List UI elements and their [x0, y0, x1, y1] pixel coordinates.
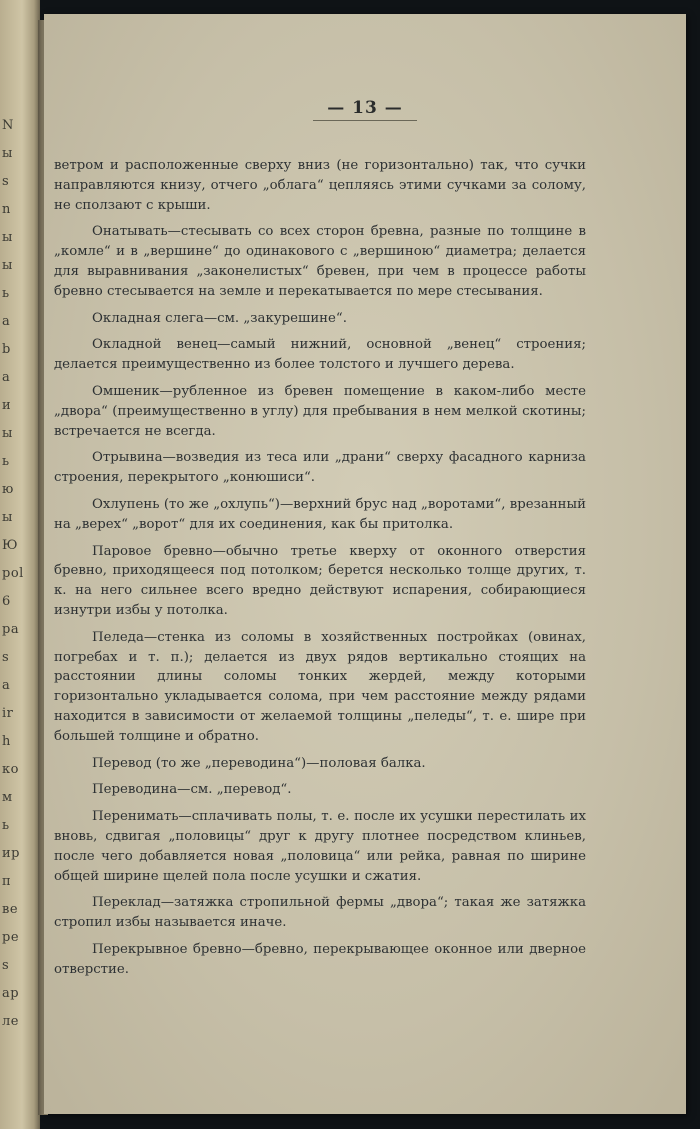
previous-page-fragment: ре [2, 930, 20, 945]
paragraph: Охлупень (то же „охлупь“)—верхний брус над „воротами“, врезанный на „верех“ „ворот“ для их соединения, как бы притолка. [54, 496, 586, 532]
previous-page-fragment: ir [2, 706, 14, 721]
page-number-text: — 13 — [327, 98, 403, 118]
page-number [44, 98, 686, 121]
previous-page-edge [0, 0, 40, 1129]
previous-page-fragment: s [2, 958, 10, 973]
previous-page-fragment: ы [2, 426, 13, 441]
previous-page-fragment: роl [2, 566, 24, 581]
previous-page-fragment: s [2, 650, 10, 665]
previous-page-fragment: ь [2, 286, 10, 301]
previous-page-fragment: 6 [2, 594, 11, 609]
previous-page-fragment: s [2, 174, 10, 189]
previous-page-fragment: a [2, 370, 11, 385]
paragraph: Перевод (то же „переводина“)—половая балка. [92, 755, 426, 771]
paragraph: Окладной венец—самый нижний, основной „венец“ строения; делается преимущественно из более толстого и лучшего дерева. [54, 337, 586, 373]
previous-page-fragment: ар [2, 986, 20, 1001]
previous-page-fragment: п [2, 874, 12, 889]
previous-page-fragment: а [2, 678, 11, 693]
previous-page-fragment: ю [2, 482, 14, 497]
previous-page-fragment: ы [2, 230, 13, 245]
paragraph: ветром и расположенные сверху вниз (не горизонтально) так, что сучки направляются книзу, отчего „облага“ цепляясь этими сучками за солому, не сползают с крыши. [54, 158, 586, 213]
previous-page-fragment: h [2, 734, 11, 749]
previous-page-fragment: ле [2, 1014, 19, 1029]
previous-page-fragment: a [2, 314, 11, 329]
paragraph: Переводина—см. „перевод“. [92, 782, 292, 798]
paragraph: Перекрывное бревно—бревно, перекрывающее оконное или дверное отверстие. [54, 941, 586, 977]
paragraph: Омшеник—рубленное из бревен помещение в каком-либо месте „двора“ (преимущественно в углу) для пребывания в нем мелкой скотины; встречается не всегда. [54, 383, 586, 439]
book-page [44, 14, 686, 1114]
previous-page-fragment: n [2, 202, 11, 217]
page-number-rule [313, 120, 417, 121]
previous-page-fragment: ир [2, 846, 20, 861]
previous-page-fragment: b [2, 342, 11, 357]
paragraph: Переклад—затяжка стропильной фермы „двора“; такая же затяжка стропил избы называется иначе. [54, 895, 586, 931]
previous-page-fragment: ь [2, 454, 10, 469]
paragraph: Пеледа—стенка из соломы в хозяйственных постройках (овинах, погребах и т. п.); делается из двух рядов вертикально стоящих на расстоянии длины соломы тонких жердей, между которыми горизонтально укладывается солома, при чем расстояние между рядами находится в зависимости от желаемой толщины „пеледы“, т. е. шире при большей толщине и обратно. [54, 629, 586, 744]
paragraph: Отрывина—возведия из теса или „драни“ сверху фасадного карниза строения, перекрытого „конюшиси“. [54, 450, 586, 486]
previous-page-fragment: ы [2, 258, 13, 273]
paragraph: Окладная слега—см. „закурешине“. [92, 310, 347, 326]
previous-page-fragment: ы [2, 146, 13, 161]
previous-page-fragment: ко [2, 762, 19, 777]
previous-page-fragment: м [2, 790, 13, 805]
paragraph: Онатывать—стесывать со всех сторон бревна, разные по толщине в „комле“ и в „вершине“ до одинакового с „вершиною“ диаметра; делается для выравнивания „законелистых“ бревен, при чем в процессе работы бревно стесывается на земле и перекатывается по мере стесывания. [54, 224, 586, 299]
page-body [54, 156, 586, 986]
previous-page-fragment: ы [2, 510, 13, 525]
paragraph: Перенимать—сплачивать полы, т. е. после их усушки перестилать их вновь, сдвигая „половицы“ друг к другу плотнее посредством клиньев, после чего добавляется новая „половица“ или рейка, равная по ширине общей ширине щелей пола после усушки и сжатия. [54, 809, 586, 884]
previous-page-fragment: ра [2, 622, 20, 637]
previous-page-fragment: ь [2, 818, 10, 833]
previous-page-fragment: Ю [2, 538, 19, 553]
previous-page-fragment: N [2, 118, 14, 133]
previous-page-fragment: и [2, 398, 12, 413]
paragraph: Паровое бревно—обычно третье кверху от оконного отверстия бревно, приходящееся под потолком; берется несколько толще других, т. к. на него сильнее всего вредно действуют испарения, собирающиеся изнутри избы у потолка. [54, 543, 586, 618]
previous-page-fragment: ве [2, 902, 19, 917]
